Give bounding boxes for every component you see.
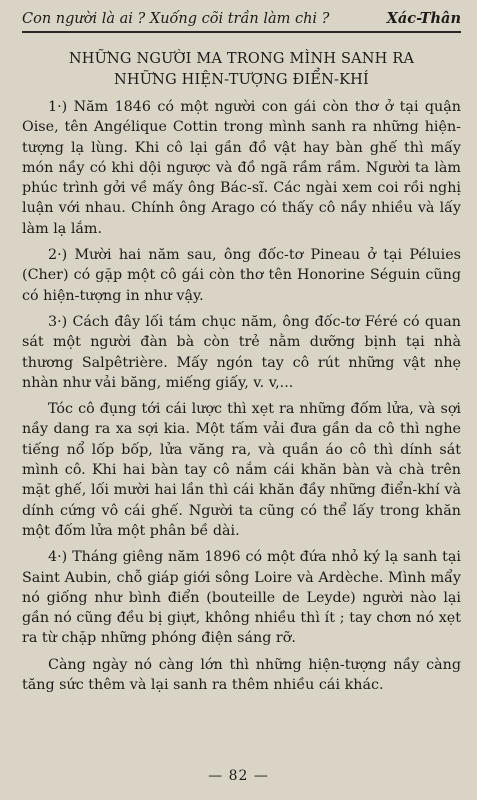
page-number: — 82 —: [208, 768, 269, 784]
running-header: [22, 10, 461, 33]
chapter-title-line-1: NHỮNG NGƯỜI MA TRONG MÌNH SANH RA: [68, 51, 415, 67]
body-text: [22, 97, 461, 695]
running-title: Con người là ai ? Xuống cõi trần làm chi ?: [22, 11, 330, 27]
paragraph: 1·) Năm 1846 có một người con gái còn thơ ở tại quận Oise, tên Angélique Cottin trong mình sanh ra những hiện-tượng lạ lùng. Khi cô lại gần đồ vật hay bàn ghế thì mấy món nầy có khi dội ngược và đồ ngã rầm rầm. Người ta làm phúc trình gởi về mấy ông Bác-sĩ. Các ngài xem coi rồi nghị luận với nhau. Chính ông Arago có thấy cô nầy nhiều và lấy làm lạ lắm.: [22, 99, 461, 237]
section-name: Xác-Thân: [386, 10, 461, 27]
paragraph: 4·) Tháng giêng năm 1896 có một đứa nhỏ ký lạ sanh tại Saint Aubin, chỗ giáp giới sông Loire và Ardèche. Mình mẩy nó giống như bình điển (bouteille de Leyde) người nào lại gần nó cũng đều bị giựt, không nhiều thì ít ; tay chơn nó xẹt ra từ chặp những phóng điện sáng rỡ.: [22, 549, 461, 647]
paragraph: Tóc cô đụng tới cái lược thì xẹt ra những đốm lửa, và sợi nầy dang ra xa sợi kia. Một tấm vải đưa gần da cô thì nghe tiếng nổ lốp bốp, lửa văng ra, và quần áo cô thì dính sát mình cô. Khi hai bàn tay cô nắm cái khăn bàn và chà trên mặt ghế, lối mười hai lần thì cái khăn đầy những điển-khí và dính cứng vô cái ghế. Người ta cũng có thể lấy trong khăn một đốm lửa một phân bề dài.: [22, 401, 461, 539]
chapter-title: [22, 49, 461, 91]
paragraph: 3·) Cách đây lối tám chục năm, ông đốc-tơ Féré có quan sát một người đàn bà còn trẻ nằm dưỡng bịnh tại nhà thương Salpêtrière. Mấy ngón tay cô rút những vật nhẹ nhàn như vải băng, miếng giấy, v. v,...: [22, 313, 461, 391]
chapter-title-line-2: NHỮNG HIỆN-TƯỢNG ĐIỂN-KHÍ: [114, 72, 369, 88]
paragraph: Càng ngày nó càng lớn thì những hiện-tượng nầy càng tăng sức thêm và lại sanh ra thêm nhiều cái khác.: [22, 656, 461, 694]
paragraph: 2·) Mười hai năm sau, ông đốc-tơ Pineau ở tại Péluies (Cher) có gặp một cô gái còn thơ tên Honorine Séguin cũng có hiện-tượng in như vậy.: [22, 247, 461, 304]
